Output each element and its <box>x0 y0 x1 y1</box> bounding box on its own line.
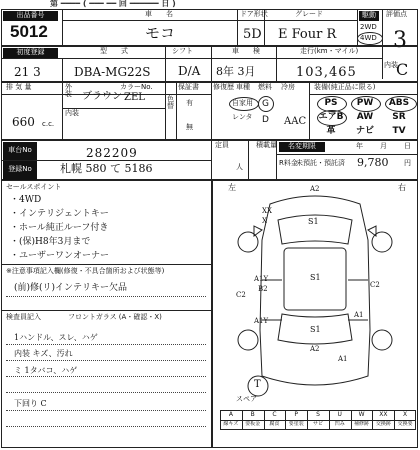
sales-point-3: ・ホール純正ルーフ付き <box>10 223 109 233</box>
legend-code: XX <box>379 411 388 418</box>
fuel-g: G <box>262 99 269 109</box>
meigi-day: 日 <box>404 142 411 150</box>
car-type-private: 自家用 <box>232 99 253 107</box>
capacity-unit: 人 <box>236 163 243 171</box>
equipment-label: 装備(純正品に限る) <box>314 83 376 91</box>
legend-code: U <box>337 411 342 418</box>
mark-center-s1: S1 <box>310 273 321 282</box>
mark-c2-right: C2 <box>370 281 380 289</box>
equip-tv: TV <box>392 126 406 136</box>
warranty-yes: 有 <box>186 99 193 107</box>
capacity-label: 定員 <box>215 141 229 149</box>
lot-number: 5012 <box>10 22 48 41</box>
equip-aw: AW <box>356 112 374 122</box>
aircon-value: AAC <box>284 116 307 127</box>
equip-leather: 革 <box>326 126 336 136</box>
recycle-status: 未預託・預託済 <box>296 159 345 167</box>
equip-abs-circle <box>385 96 417 112</box>
recycle-unit: 円 <box>404 159 411 167</box>
mileage-value: 103,465 <box>296 65 357 80</box>
diagram-left-label: 左 <box>228 183 236 192</box>
drive-label: 駆動 <box>359 11 379 21</box>
model-label: 型 式 <box>100 47 128 55</box>
meigi-month: 月 <box>380 142 387 150</box>
drive-2wd: 2WD <box>360 23 377 31</box>
exterior-label: 外 装 <box>65 83 72 98</box>
legend-code: C <box>272 411 277 418</box>
spare-mark: T <box>254 379 261 390</box>
equip-navi: ナビ <box>355 126 374 136</box>
inspection-label: 車 検 <box>232 47 260 55</box>
fuel-d: D <box>262 115 269 125</box>
mark-rear-a2: A2 <box>310 345 320 353</box>
grade-value: E Four R <box>278 27 337 42</box>
sales-point-5: ・ユーザーワンオーナー <box>10 251 110 261</box>
legend-desc: 要板金 <box>245 421 261 427</box>
mark-rear-s1: S1 <box>310 325 321 334</box>
load-label: 積載量 <box>256 141 277 149</box>
model-value: DBA-MG22S <box>74 65 151 79</box>
reg-no-label: 登録No <box>3 162 37 181</box>
inspector-label: 検査員記入 <box>6 313 41 321</box>
legend-desc: 交換跡 <box>375 421 391 427</box>
notes-label: ※注意事項記入欄(修復・不具合箇所および状態等) <box>6 267 165 275</box>
sales-point-2: ・インテリジェントキー <box>10 209 109 219</box>
shift-value: D/A <box>178 64 201 78</box>
meigi-label: 名変期限 <box>279 142 325 152</box>
mark-a1-right: A1 <box>354 311 364 319</box>
grade-label: グレード <box>295 10 323 18</box>
car-name-label: 車 名 <box>145 10 173 18</box>
legend-code: B <box>250 411 255 418</box>
mark-xx: XX <box>262 207 272 215</box>
car-type-rental: レンタ <box>232 113 253 121</box>
equip-abs: ABS <box>388 98 410 108</box>
mark-x: X <box>262 217 267 225</box>
legend-code: W <box>358 411 365 418</box>
shift-label: シフト <box>172 47 193 55</box>
notes-value: (前)修(リ)インテリキー欠品 <box>14 283 128 293</box>
car-type-circle <box>229 97 259 111</box>
color-no-value: ZEL <box>124 92 145 103</box>
displacement-label: 排 気 量 <box>6 83 32 91</box>
displacement-value: 660 <box>12 115 35 129</box>
equip-pw-circle <box>351 96 381 112</box>
inspector-line-3: ミ 1タバコ、ハゲ <box>14 366 78 375</box>
inspector-line-5: 下回り C <box>14 399 47 408</box>
equip-sr: SR <box>392 112 406 122</box>
interior-score: C <box>396 60 409 79</box>
lot-label: 出品番号 <box>3 11 58 21</box>
fuel-circle <box>258 96 274 112</box>
legend-desc: 交換要 <box>397 421 413 427</box>
score-label: 評価点 <box>386 10 407 18</box>
meigi-year: 年 <box>356 142 363 150</box>
mark-a1y-rear: A1Y <box>254 317 269 325</box>
mark-roof-s1: S1 <box>308 217 319 226</box>
recycle-amount: 9,780 <box>357 156 389 169</box>
legend-code: P <box>294 411 299 418</box>
door-value: 5D <box>243 27 262 42</box>
car-no-label: 車台No <box>3 142 37 164</box>
reg-no-value: 札幌 580 て 5186 <box>60 162 153 175</box>
car-type-label: 車種 <box>236 83 250 91</box>
legend-code: X <box>403 411 408 418</box>
displacement-unit: c.c. <box>42 120 55 128</box>
top-banner: 第 ━━━━ ( ━━━ ━━ 回 ━━━━━━ 日 ) <box>50 0 176 8</box>
legend-desc: 線キズ <box>223 421 239 427</box>
legend-desc: サビ <box>312 421 323 427</box>
aircon-label: 冷房 <box>281 83 295 91</box>
interior-color-label: 内装 <box>65 109 79 117</box>
legend-desc: 補修跡 <box>354 421 370 427</box>
sales-point-4: ・(保)H8年3月まで <box>10 237 91 247</box>
recycle-label: R料金 <box>279 159 298 167</box>
spare-label: スペア <box>236 395 257 403</box>
equip-airbag-circle <box>317 110 347 126</box>
inspector-line-2: 内装 キズ、汚れ <box>14 349 73 358</box>
inspection-value: 8年 3月 <box>216 65 256 78</box>
mileage-label: 走行(km・マイル) <box>300 47 359 55</box>
car-name: モコ <box>145 24 176 42</box>
legend-code: A <box>228 411 233 418</box>
header-row-frame <box>1 9 418 46</box>
inspector-line-1: 1ハンドル、スレ、ハゲ <box>14 333 98 342</box>
legend-desc: 腐食 <box>269 421 280 427</box>
mark-b2: B2 <box>258 285 268 293</box>
legend-code: S <box>316 411 320 418</box>
color-no-label: カラーNo. <box>120 83 153 91</box>
windshield-label: フロントガラス (A・確認・X) <box>68 313 162 321</box>
sales-points-label: セールスポイント <box>6 183 62 191</box>
mark-front-a2: A2 <box>310 185 320 193</box>
color-change-label: 色替 <box>167 95 174 110</box>
first-reg-label: 初度登録 <box>3 48 58 58</box>
equip-airbag: エアB <box>318 112 344 122</box>
legend-desc: 凹み <box>334 421 345 427</box>
sales-point-1: ・4WD <box>10 195 42 205</box>
door-label: ドア形状 <box>240 10 268 18</box>
drive-4wd-circle <box>357 32 383 45</box>
diagram-right-label: 右 <box>398 183 406 192</box>
warranty-no: 無 <box>186 123 193 131</box>
equip-ps: PS <box>324 98 338 108</box>
drive-4wd: 4WD <box>360 34 377 42</box>
equip-pw: PW <box>356 98 374 108</box>
first-reg-value: 21 3 <box>14 65 41 79</box>
interior-label: 内装 <box>384 61 398 69</box>
mark-c2-left: C2 <box>236 291 246 299</box>
fuel-label: 燃料 <box>258 83 272 91</box>
mark-rear-a1: A1 <box>338 355 348 363</box>
warranty-label: 保証書 <box>178 83 199 91</box>
score-value: 3 <box>393 28 407 53</box>
car-no-value: 282209 <box>86 146 138 160</box>
mark-a1y-left: A1Y <box>254 275 269 283</box>
legend-desc: 要塗装 <box>288 421 304 427</box>
exterior-color-value: ブラウン <box>82 91 122 102</box>
repair-history-label: 修復歴 <box>213 83 234 91</box>
